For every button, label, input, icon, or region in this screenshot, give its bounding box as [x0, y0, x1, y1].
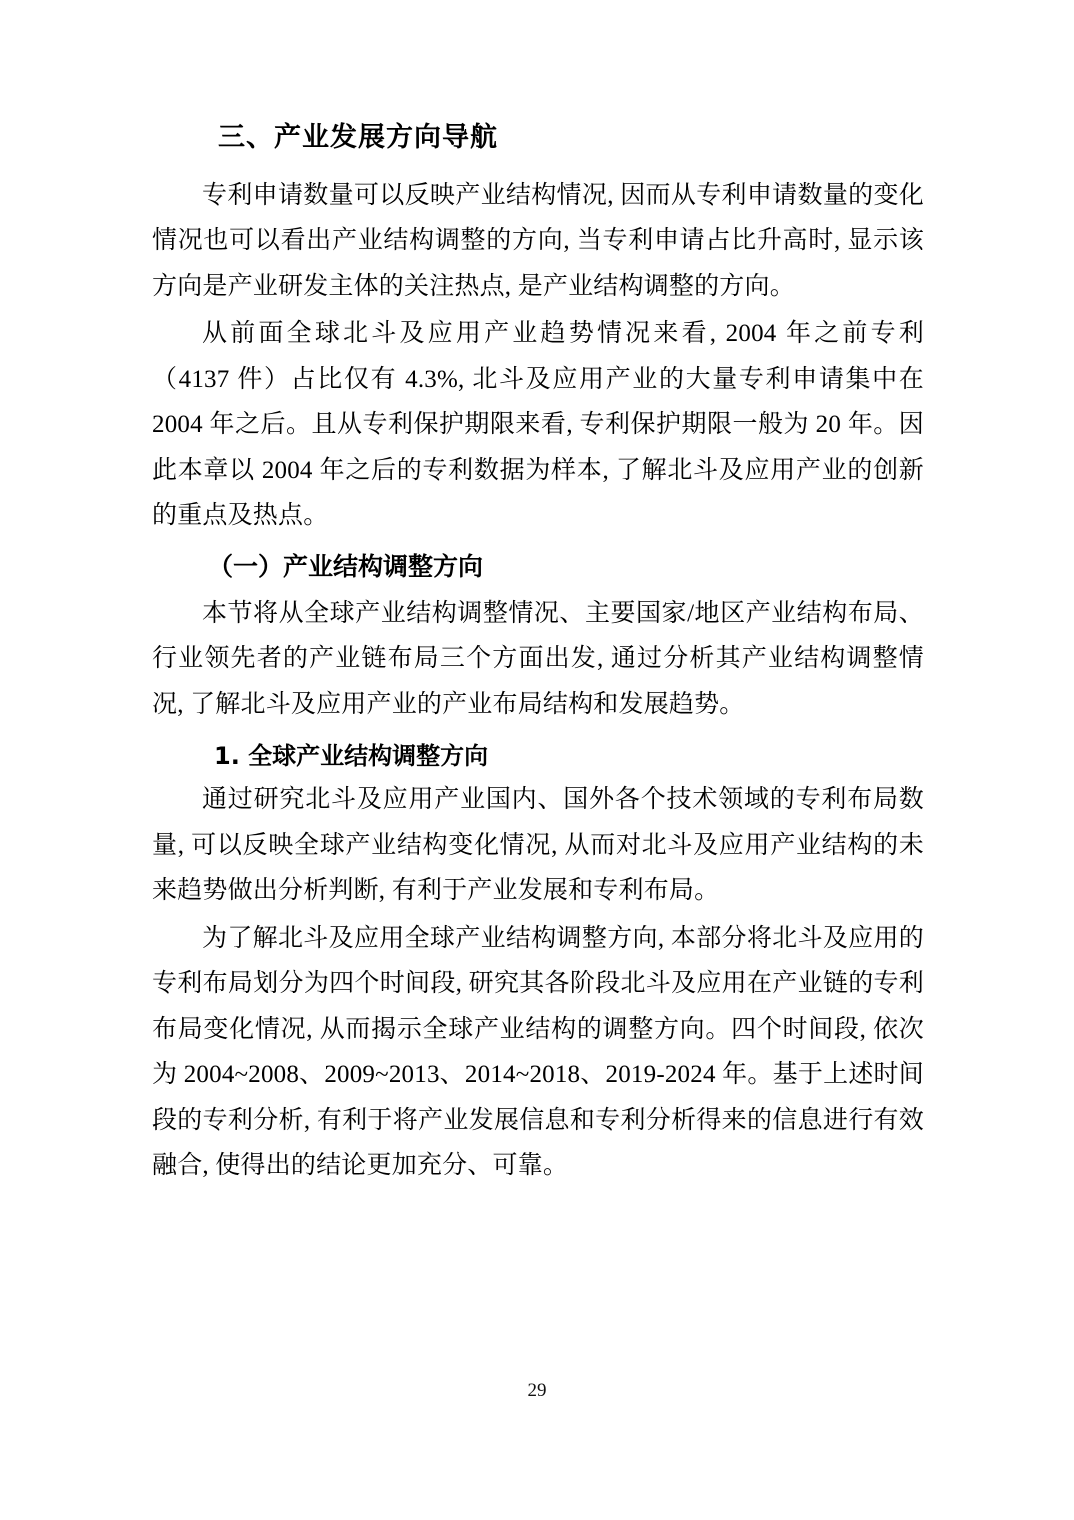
paragraph: 从前面全球北斗及应用产业趋势情况来看, 2004 年之前专利（4137 件）占比仅有 4.3%, 北斗及应用产业的大量专利申请集中在 2004 年之后。且从专利保护期限来看, 专利保护期限一般为 20 年。因此本章以 2004 年之后的专利数据为样本, 了解北斗及应用产业的创新的重点及热点。	[152, 320, 924, 529]
paragraph: 为了解北斗及应用全球产业结构调整方向, 本部分将北斗及应用的专利布局划分为四个时间段, 研究其各阶段北斗及应用在产业链的专利布局变化情况, 从而揭示全球产业结构的调整方向。四个时间段, 依次为 2004~2008、2009~2013、2014~2018、2019-2024 年。基于上述时间段的专利分析, 有利于将产业发展信息和专利分析得来的信息进行有效融合, 使得出的结论更加充分、可靠。	[152, 924, 924, 1180]
paragraph: 本节将从全球产业结构调整情况、主要国家/地区产业结构布局、行业领先者的产业链布局三个方面出发, 通过分析其产业结构调整情况, 了解北斗及应用产业的产业布局结构和发展趋势。	[152, 599, 924, 718]
section-heading: 三、产业发展方向导航	[218, 122, 498, 153]
subsection-heading: （一）产业结构调整方向	[208, 551, 484, 581]
page-number: 29	[527, 1380, 547, 1401]
paragraph: 专利申请数量可以反映产业结构情况, 因而从专利申请数量的变化情况也可以看出产业结构调整的方向, 当专利申请占比升高时, 显示该方向是产业研发主体的关注热点, 是产业结构调整的方向。	[152, 181, 924, 300]
paragraph: 通过研究北斗及应用产业国内、国外各个技术领域的专利布局数量, 可以反映全球产业结构变化情况, 从而对北斗及应用产业结构的未来趋势做出分析判断, 有利于产业发展和专利布局。	[152, 786, 924, 905]
subsubsection-heading: 1. 全球产业结构调整方向	[214, 742, 489, 770]
